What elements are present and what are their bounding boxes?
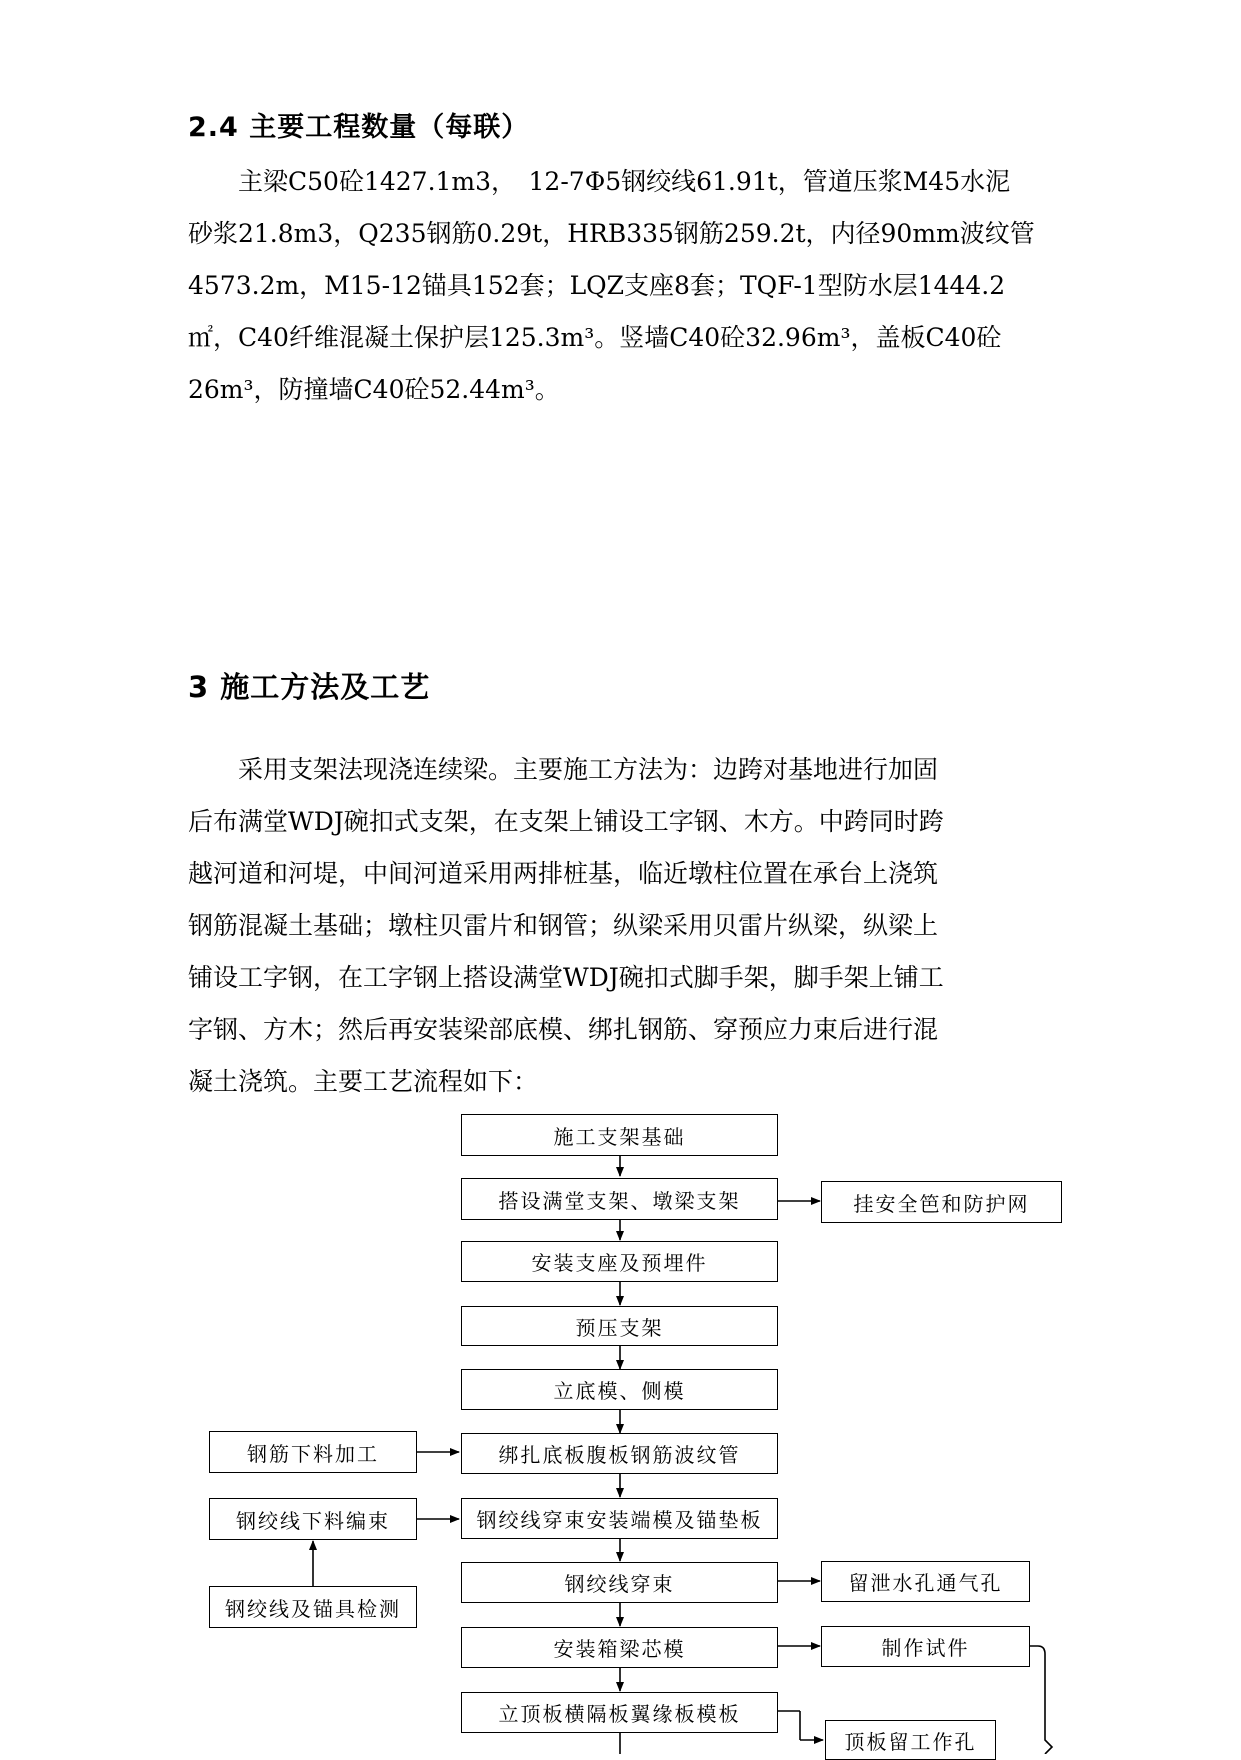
- paragraph-line: 凝土浇筑。主要工艺流程如下：: [188, 1067, 539, 1096]
- flow-side-top-work-hole: 顶板留工作孔: [825, 1720, 996, 1760]
- flow-step-support-foundation: 施工支架基础: [461, 1114, 778, 1156]
- flow-step-erect-scaffolding: 搭设满堂支架、墩梁支架: [461, 1178, 778, 1220]
- flow-side-rebar-cutting: 钢筋下料加工: [209, 1431, 417, 1473]
- flow-step-strand-threading-end-forms: 钢绞线穿束安装端模及锚垫板: [461, 1498, 778, 1539]
- paragraph-line: 钢筋混凝土基础；墩柱贝雷片和钢管；纵梁采用贝雷片纵梁，纵梁上: [188, 911, 939, 940]
- flow-side-test-specimens: 制作试件: [821, 1626, 1030, 1667]
- section-heading-2-4: 2.4 主要工程数量（每联）: [188, 112, 530, 143]
- flow-step-bottom-side-formwork: 立底模、侧模: [461, 1369, 778, 1410]
- flow-side-strand-anchor-testing: 钢绞线及锚具检测: [209, 1586, 417, 1628]
- paragraph-line: 越河道和河堤，中间河道采用两排桩基，临近墩柱位置在承台上浇筑: [188, 859, 939, 888]
- paragraph-line: 26m³，防撞墙C40砼52.44m³。: [188, 375, 560, 404]
- flow-step-core-formwork: 安装箱梁芯模: [461, 1627, 778, 1668]
- paragraph-line: 铺设工字钢，在工字钢上搭设满堂WDJ碗扣式脚手架，脚手架上铺工: [188, 963, 944, 992]
- paragraph-line: 字钢、方木；然后再安装梁部底模、绑扎钢筋、穿预应力束后进行混: [188, 1015, 939, 1044]
- paragraph-line: ㎡，C40纤维混凝土保护层125.3m³。竖墙C40砼32.96m³，盖板C40砼: [188, 323, 1002, 352]
- flow-step-tie-rebar-ducts: 绑扎底板腹板钢筋波纹管: [461, 1433, 778, 1474]
- paragraph-line: 砂浆21.8m3，Q235钢筋0.29t，HRB335钢筋259.2t，内径90mm波纹管: [188, 219, 1035, 248]
- flow-step-install-bearings: 安装支座及预埋件: [461, 1241, 778, 1282]
- paragraph-line: 主梁C50砼1427.1m3， 12-7Φ5钢绞线61.91t，管道压浆M45水泥: [188, 167, 1011, 196]
- paragraph-line: 采用支架法现浇连续梁。主要施工方法为：边跨对基地进行加固: [188, 755, 939, 784]
- section-heading-3: 3 施工方法及工艺: [188, 670, 431, 704]
- flow-side-strand-bundling: 钢绞线下料编束: [209, 1498, 417, 1540]
- paragraph-line: 后布满堂WDJ碗扣式支架，在支架上铺设工字钢、木方。中跨同时跨: [188, 807, 944, 836]
- flow-side-safety-net: 挂安全笆和防护网: [821, 1181, 1062, 1223]
- paragraph-line: 4573.2m，M15-12锚具152套；LQZ支座8套；TQF-1型防水层1444.2: [188, 271, 1006, 300]
- flow-step-strand-threading: 钢绞线穿束: [461, 1562, 778, 1603]
- flow-side-drain-vent-holes: 留泄水孔通气孔: [821, 1561, 1030, 1602]
- flow-step-top-slab-formwork: 立顶板横隔板翼缘板模板: [461, 1692, 778, 1733]
- flow-step-preload-support: 预压支架: [461, 1306, 778, 1346]
